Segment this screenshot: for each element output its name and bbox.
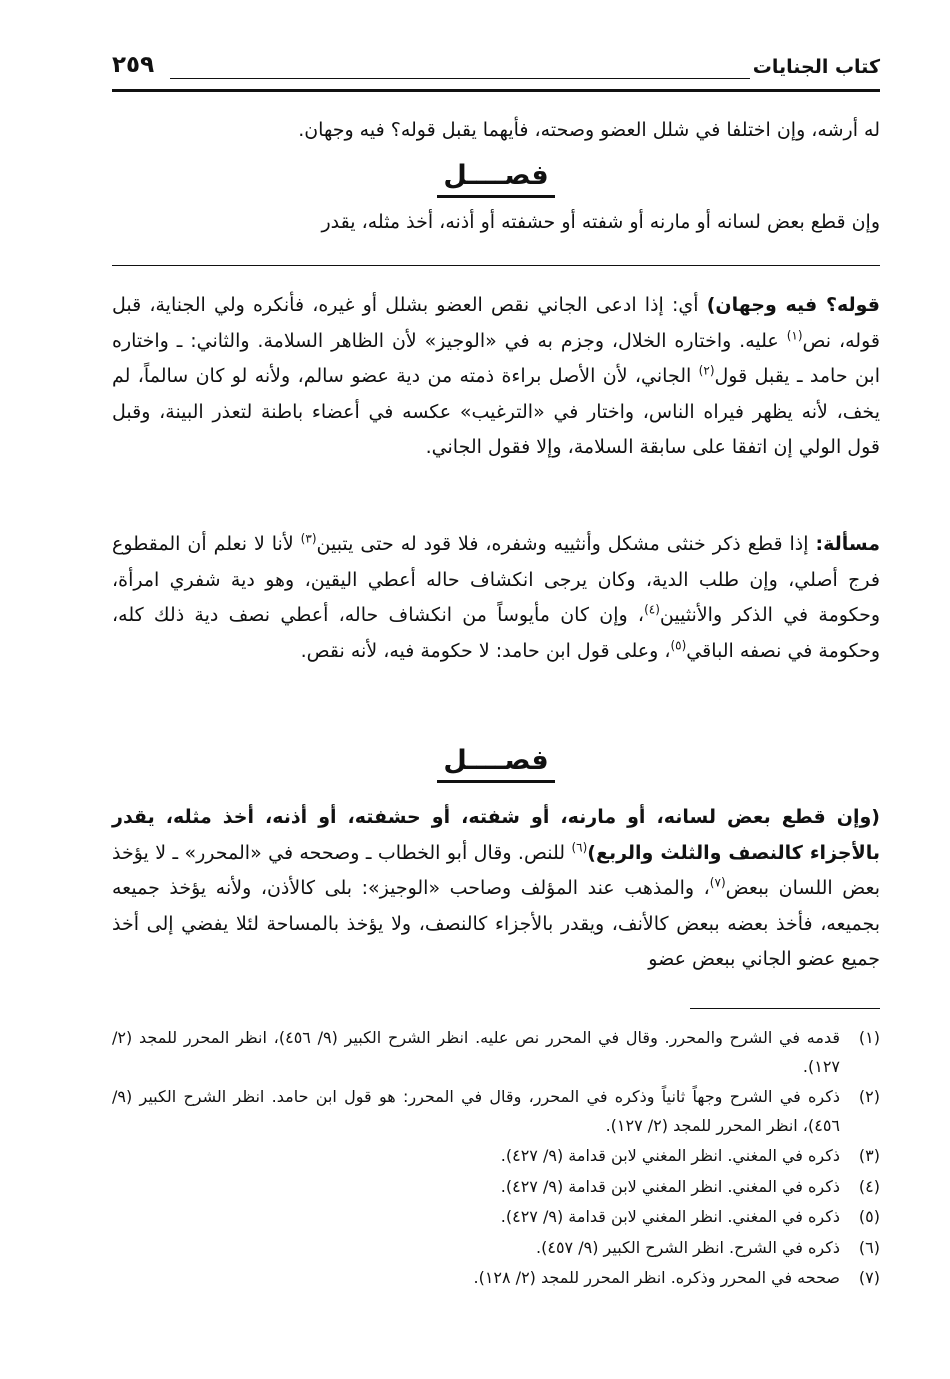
chapter-title: كتاب الجنايات — [752, 56, 880, 78]
footnote-text: ذكره في المغني. انظر المغني لابن قدامة (٩/ ٤٢٧). — [500, 1207, 840, 1226]
footnote-ref[interactable]: (١) — [786, 328, 803, 343]
footnotes — [112, 1024, 880, 1295]
footnote-item — [112, 1083, 880, 1140]
footnote-number: (١) — [858, 1028, 880, 1047]
footnote-text: ذكره في المغني. انظر المغني لابن قدامة (٩/ ٤٢٧). — [500, 1176, 840, 1196]
footnote-ref[interactable]: (٤) — [644, 602, 660, 617]
footnote-text: قدمه في الشرح والمحرر. وقال في المحرر نص عليه. انظر الشرح الكبير (٩/ ٤٥٦)، انظر المحرر للمجد (٢/ ١٢٧). — [112, 1028, 840, 1076]
footnote-ref[interactable]: (٦) — [571, 840, 588, 855]
footnote-item — [112, 1203, 880, 1232]
matn-line-2: وإن قطع بعض لسانه أو مارنه أو شفته أو حشفته أو أذنه، أخذ مثله، يقدر — [321, 211, 880, 233]
footnote-number: (٧) — [858, 1268, 880, 1287]
footnote-item — [112, 1173, 880, 1202]
matn-line-1: له أرشه، وإن اختلفا في شلل العضو وصحته، فأيهما يقبل قوله؟ فيه وجهان. — [298, 119, 880, 141]
section-heading-top: فصــــل — [112, 160, 880, 198]
footnote-item — [112, 1264, 880, 1293]
footnote-ref[interactable]: (٧) — [709, 875, 726, 890]
commentary-paragraph-2: مسألة: إذا قطع ذكر خنثى مشكل وأنثييه وشفره، فلا قود له حتى يتبين$^{(٣)}$ لأنا لا نعلم أن المقطوع فرج أصلي، وإن طلب الدية، وكان يرجى انكشاف حاله أعطي اليقين، وهو دية شفري امرأة، وحكومة في الذكر والأنثيين$^{(٤)}$، وإن كان مأيوساً من انكشاف حاله، أعطي نصف دية ذلك كله، وحكومة في نصفه الباقي$^{(٥)}$، وعلى قول ابن حامد: لا حكومة فيه، لأنه نقص. — [112, 531, 880, 662]
section-heading-commentary: فصــــل — [112, 745, 880, 783]
matn-commentary-divider — [112, 265, 880, 266]
commentary-paragraph-3: (وإن قطع بعض لسانه، أو مارنه، أو شفته، أو حشفته، أو أذنه، أخذ مثله، يقدر بالأجزاء كالنصف والثلث والربع)$^{(٦)}$ للنص. وقال أبو الخطاب ـ وصححه في «المحرر» ـ لا يؤخذ بعض اللسان ببعض$^{(٧)}$، والمذهب عند المؤلف وصاحب «الوجيز»: بلى كالأذن، ولأنه يؤخذ جميعه بجميعه، فأخذ بعضه ببعض كالأنف، ويقدر بالأجزاء كالنصف، ولا يؤخذ بالمساحة لئلا يفضي إلى أخذ جميع عضو الجاني ببعض عضو — [112, 806, 881, 971]
paragraph-lead: (وإن قطع بعض لسانه، أو مارنه، أو شفته، أو حشفته، أو أذنه، أخذ مثله، يقدر بالأجزاء كالنصف والثلث والربع) — [112, 806, 880, 864]
commentary-paragraph-1: قوله؟ فيه وجهان) أي: إذا ادعى الجاني نقص العضو بشلل أو غيره، فأنكره ولي الجناية، قبل قوله، نص$^{(١)}$ عليه. واختاره الخلال، وجزم به في «الوجيز» لأن الظاهر السلامة. والثاني: ـ واختاره ابن حامد ـ يقبل قول$^{(٢)}$ الجاني، لأن الأصل براءة ذمته من دية عضو سالم، ولأنه لو كان سالماً، لم يخف، لأنه يظهر فيراه الناس، واختار في «الترغيب» عكسه في أعضاء باطنة لتعذر البينة، وقبل قول الولي إن اتفقا على سابقة السلامة، وإلا فقول الجاني. — [112, 294, 880, 459]
footnote-text: ذكره في الشرح وجهاً ثانياً وذكره في المحرر، وقال في المحرر: هو قول ابن حامد. انظر الشرح الكبير (٩/ ٤٥٦)، انظر المحرر للمجد (٢/ ١٢٧). — [112, 1087, 840, 1135]
footnote-number: (٥) — [858, 1207, 880, 1226]
footnote-item — [112, 1142, 880, 1171]
footnote-text: صححه في المحرر وذكره. انظر المحرر للمجد (٢/ ١٢٨). — [473, 1268, 840, 1287]
footnote-number: (٣) — [858, 1146, 880, 1165]
page-number: ٢٥٩ — [112, 52, 155, 78]
footnote-ref[interactable]: (٣) — [300, 531, 317, 546]
footnote-number: (٢) — [858, 1087, 880, 1106]
footnote-ref[interactable]: (٥) — [670, 638, 687, 653]
paragraph-lead: قوله؟ فيه وجهان) — [706, 294, 880, 316]
footnote-text: ذكره في الشرح. انظر الشرح الكبير (٩/ ٤٥٧). — [536, 1237, 840, 1257]
footnote-item — [112, 1234, 880, 1263]
paragraph-lead: مسألة: — [815, 533, 880, 555]
footnote-text: ذكره في المغني. انظر المغني لابن قدامة (٩/ ٤٢٧). — [500, 1146, 840, 1165]
footnote-number: (٤) — [858, 1176, 880, 1196]
header-rule — [112, 89, 880, 92]
running-header — [112, 52, 880, 92]
footnotes-divider — [690, 1008, 880, 1009]
footnote-number: (٦) — [858, 1237, 880, 1257]
footnote-item — [112, 1024, 880, 1081]
footnote-ref[interactable]: (٢) — [698, 363, 715, 378]
header-leader-line — [170, 78, 750, 79]
